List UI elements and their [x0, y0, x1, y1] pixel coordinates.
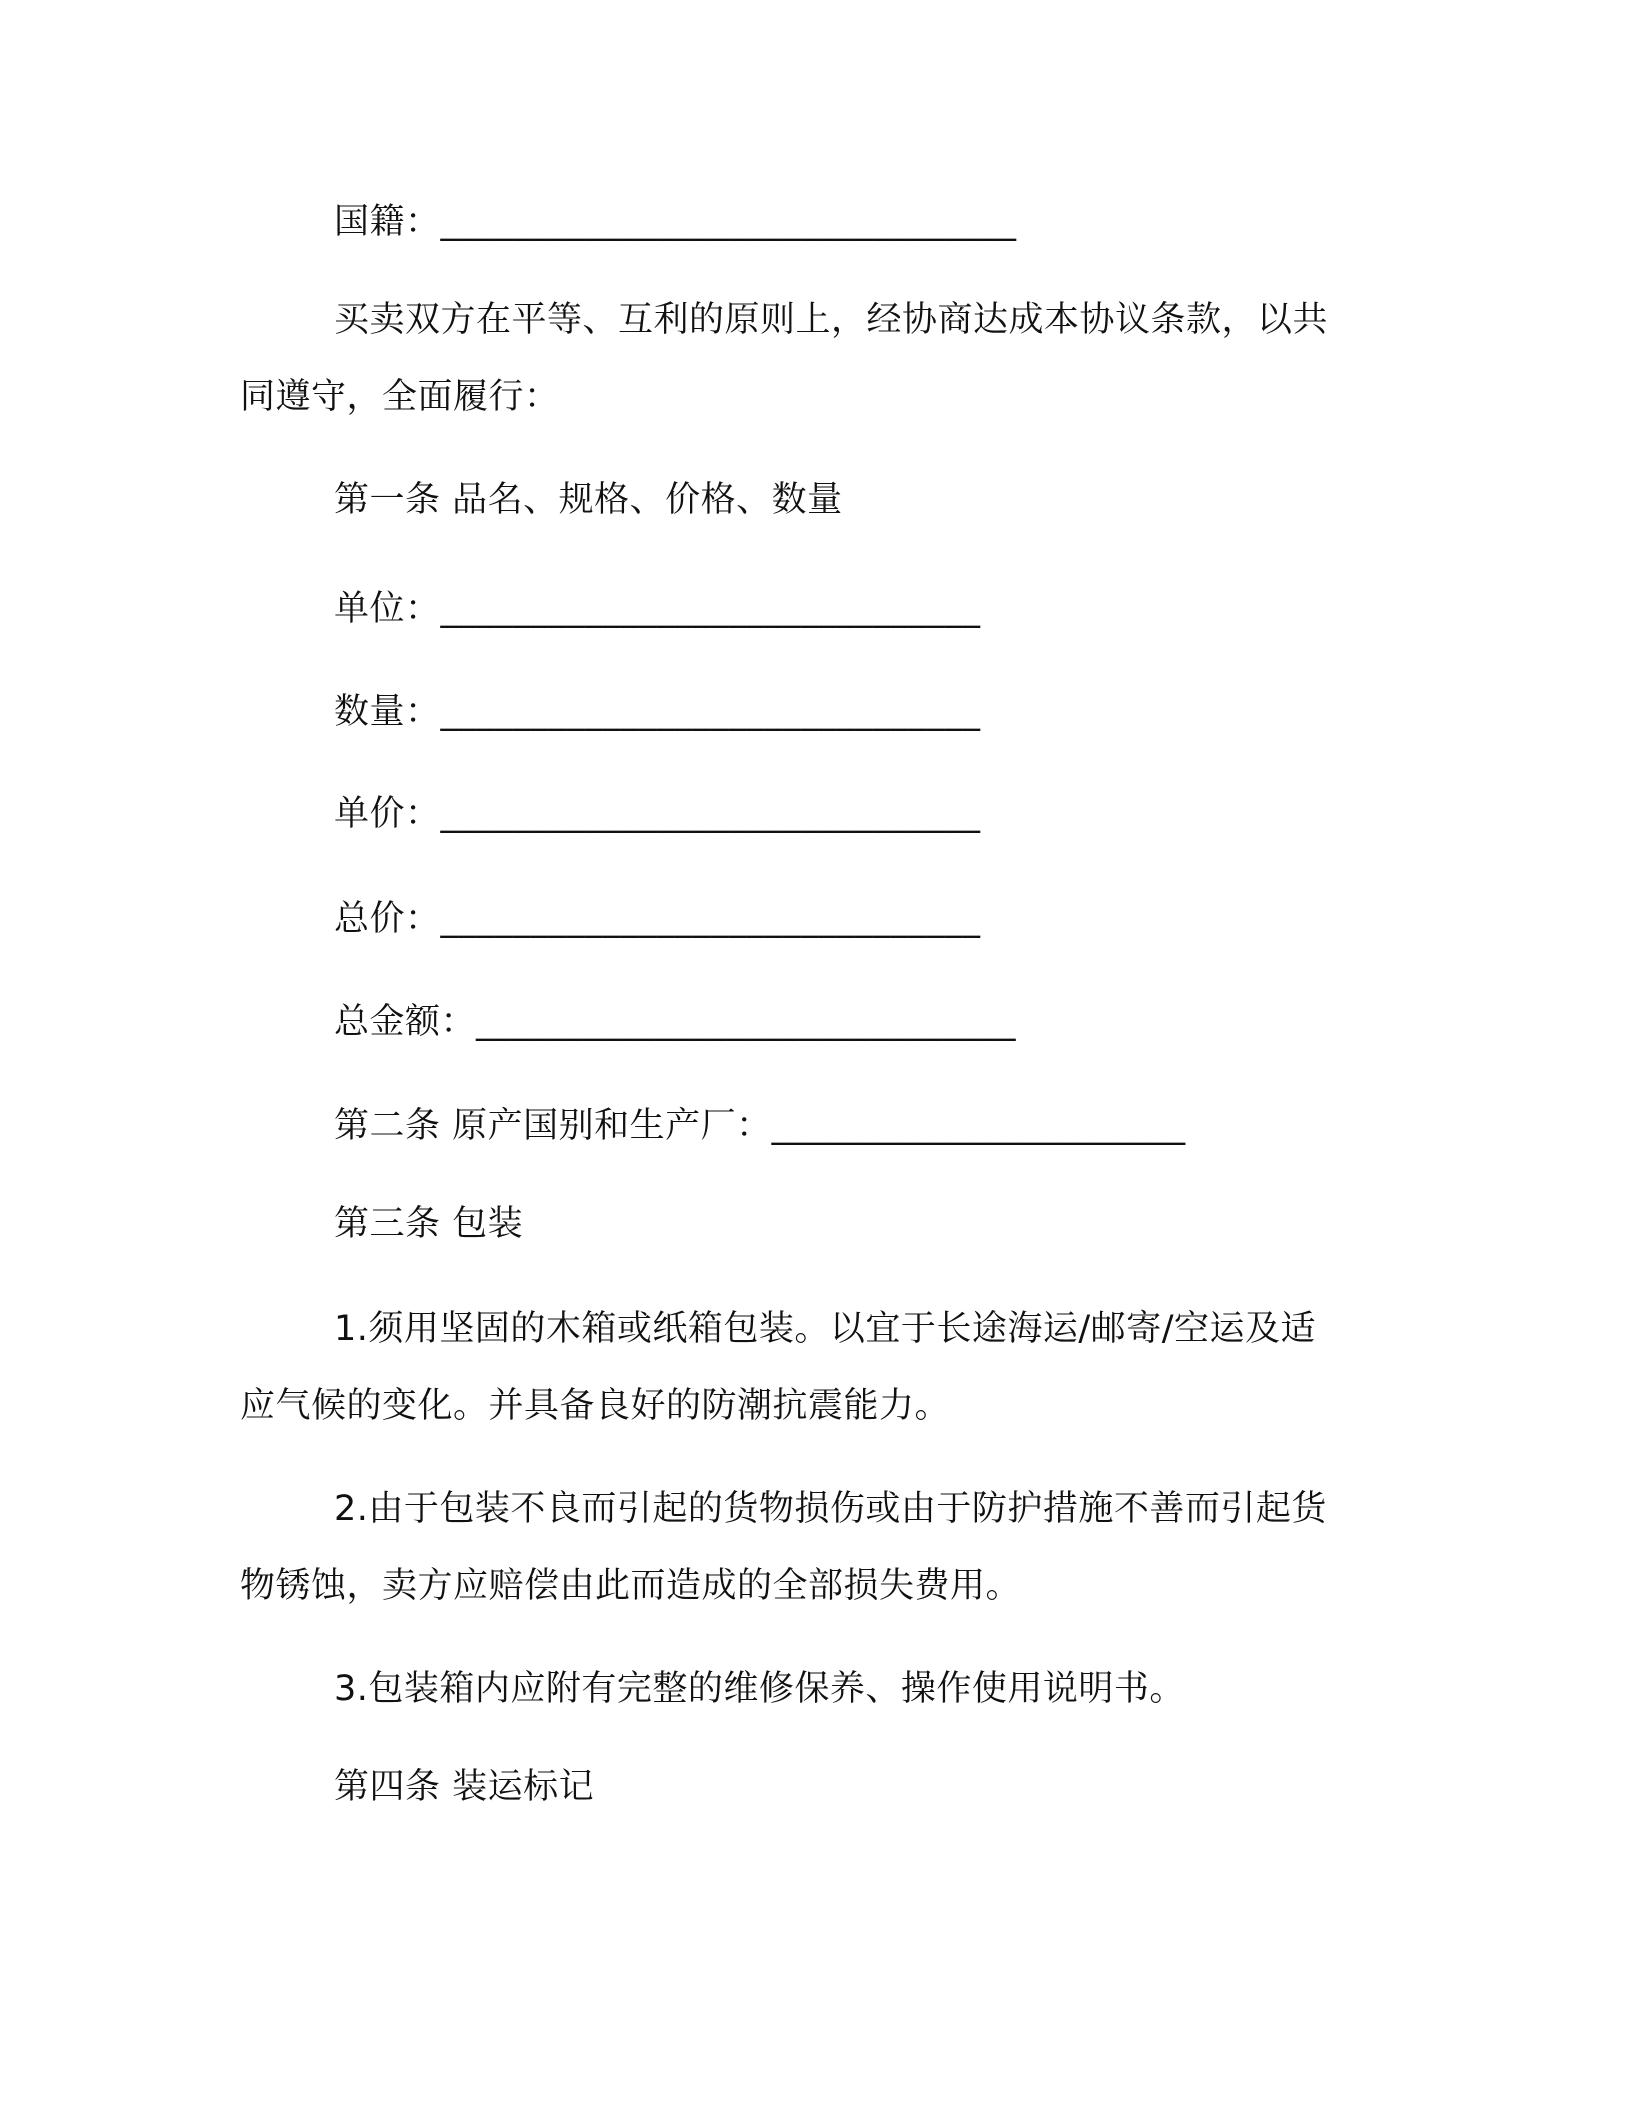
packing-clause-2-line-1: 2.由于包装不良而引起的货物损伤或由于防护措施不善而引起货	[334, 1489, 1327, 1529]
packing-clause-3: 3.包装箱内应附有完整的维修保养、操作使用说明书。	[334, 1669, 1185, 1709]
nationality-field: 国籍：________________________________	[334, 202, 1017, 242]
quantity-field: 数量：______________________________	[334, 692, 981, 732]
article-4-heading: 第四条 装运标记	[334, 1767, 595, 1807]
packing-clause-1-line-2: 应气候的变化。并具备良好的防潮抗震能力。	[240, 1386, 951, 1426]
unit-field: 单位：______________________________	[334, 589, 981, 629]
article-1-heading: 第一条 品名、规格、价格、数量	[334, 480, 843, 520]
unit-price-field: 单价：______________________________	[334, 794, 981, 834]
preamble-line-2: 同遵守，全面履行：	[240, 377, 560, 417]
packing-clause-2-line-2: 物锈蚀，卖方应赔偿由此而造成的全部损失费用。	[240, 1566, 1022, 1606]
article-3-heading: 第三条 包装	[334, 1204, 524, 1244]
total-amount-field: 总金额：______________________________	[334, 1002, 1017, 1042]
total-price-field: 总价：______________________________	[334, 899, 981, 939]
packing-clause-1-line-1: 1.须用坚固的木箱或纸箱包装。以宜于长途海运/邮寄/空运及适	[334, 1309, 1316, 1349]
preamble-line-1: 买卖双方在平等、互利的原则上，经协商达成本协议条款，以共	[334, 300, 1329, 340]
article-2-origin-field: 第二条 原产国别和生产厂：_______________________	[334, 1106, 1186, 1146]
